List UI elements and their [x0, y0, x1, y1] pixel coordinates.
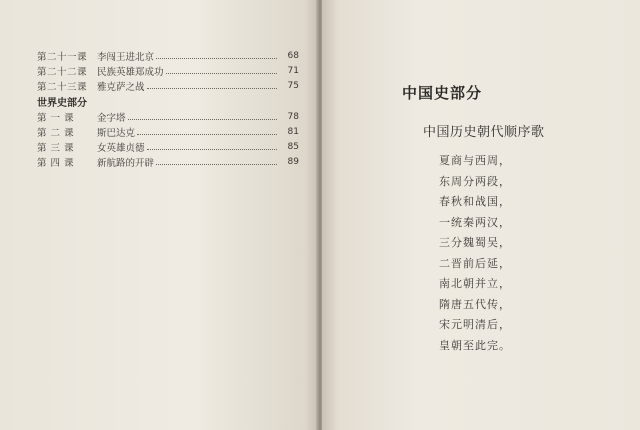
page-number: 89: [287, 156, 299, 167]
toc-row: [37, 48, 299, 63]
poem-line: 南北朝并立，: [439, 277, 511, 290]
table-of-contents: [37, 48, 299, 169]
lesson-title: 斯巴达克: [97, 127, 136, 139]
poem-line: 夏商与西周，: [439, 154, 511, 167]
leader-dots: [128, 118, 277, 120]
poem-title: 中国历史朝代顺序歌: [423, 125, 545, 140]
poem-line: 二晋前后延，: [439, 256, 511, 270]
lesson-title: 女英雄贞德: [97, 142, 145, 154]
lesson-number: 第 三 课: [37, 142, 75, 154]
lesson-title: 李闯王进北京: [97, 51, 155, 63]
poem-line: 皇朝至此完。: [439, 338, 511, 352]
leader-dots: [156, 163, 277, 165]
poem-line: 隋唐五代传，: [439, 297, 511, 311]
lesson-number: 第二十三课: [37, 81, 88, 93]
poem-line: 一统秦两汉，: [439, 215, 511, 229]
poem-line: 宋元明清后，: [439, 318, 511, 331]
dynasty-poem: [439, 152, 511, 357]
lesson-number: 第二十二课: [37, 66, 88, 78]
left-page: [0, 0, 318, 430]
poem-line: 东周分两段，: [439, 174, 511, 188]
page-number: 71: [287, 65, 299, 76]
toc-row: [37, 139, 299, 154]
toc-row: [37, 124, 299, 139]
leader-dots: [166, 72, 277, 74]
world-history-section-title: 世界史部分: [37, 97, 87, 109]
poem-line: 春秋和战国，: [439, 195, 511, 208]
lesson-number: 第 一 课: [37, 112, 75, 124]
lesson-title: 新航路的开辟: [97, 157, 155, 169]
page-number: 78: [287, 111, 299, 122]
page-number: 85: [287, 141, 299, 152]
toc-row: [37, 109, 299, 124]
page-number: 68: [287, 50, 299, 61]
lesson-title: 金字塔: [97, 112, 126, 124]
leader-dots: [147, 148, 277, 150]
toc-row: [37, 78, 299, 93]
lesson-title: 雅克萨之战: [97, 81, 145, 93]
page-number: 81: [287, 126, 299, 137]
leader-dots: [137, 133, 277, 135]
lesson-title: 民族英雄郑成功: [97, 66, 164, 78]
chinese-history-section-title: 中国史部分: [402, 84, 483, 102]
leader-dots: [147, 87, 277, 89]
lesson-number: 第 二 课: [37, 127, 75, 139]
lesson-number: 第 四 课: [37, 157, 75, 169]
poem-line: 三分魏蜀吴，: [439, 236, 511, 249]
lesson-number: 第二十一课: [37, 51, 88, 63]
page-number: 75: [287, 80, 299, 91]
toc-row: [37, 63, 299, 78]
leader-dots: [156, 57, 277, 59]
toc-row: [37, 154, 299, 169]
